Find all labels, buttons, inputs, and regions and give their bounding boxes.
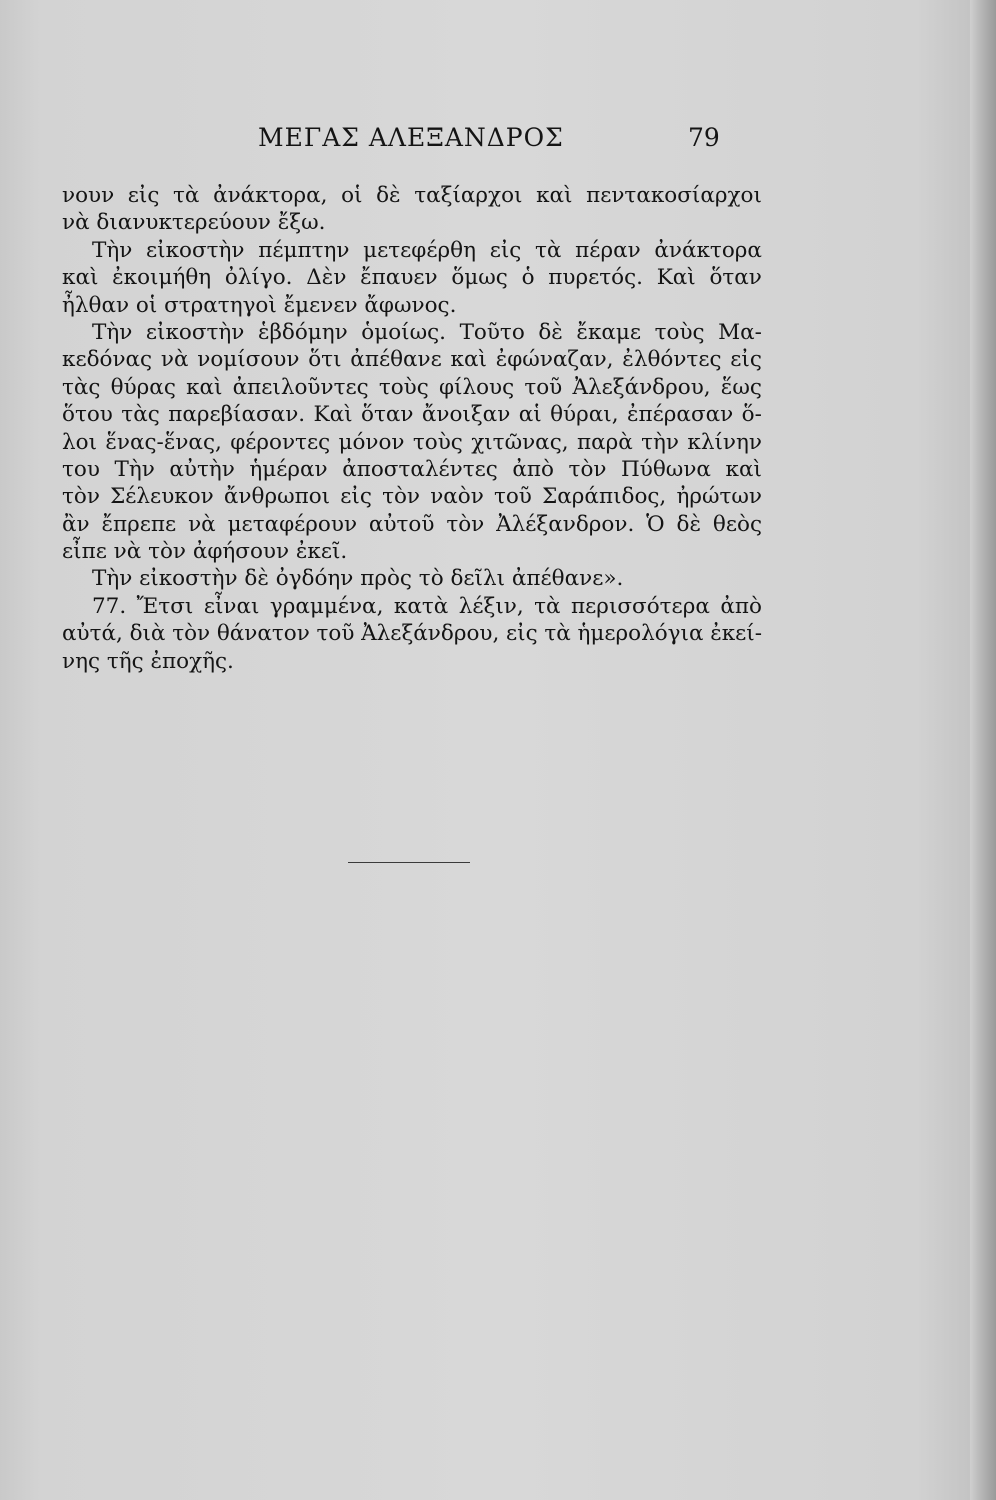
- text-line: αὐτά, διὰ τὸν θάνατον τοῦ Ἀλεξάνδρου, εἰς τὰ ἡμερολόγια ἐκεί-: [62, 621, 762, 647]
- text-line: κεδόνας νὰ νομίσουν ὅτι ἀπέθανε καὶ ἐφώναζαν, ἐλθόντες εἰς: [62, 347, 762, 373]
- text-line: νὰ διανυκτερεύουν ἔξω.: [62, 210, 326, 236]
- text-line: λοι ἕνας-ἕνας, φέροντες μόνον τοὺς χιτῶνας, παρὰ τὴν κλίνην: [62, 429, 762, 455]
- section-divider-rule: [348, 862, 470, 863]
- text-line: τὸν Σέλευκον ἄνθρωποι εἰς τὸν ναὸν τοῦ Σαράπιδος, ἠρώτων: [62, 484, 762, 510]
- page-number: 79: [688, 123, 720, 152]
- page-edge-shadow: [970, 0, 996, 1500]
- text-line: ἂν ἔπρεπε νὰ μεταφέρουν αὐτοῦ τὸν Ἀλέξανδρον. Ὁ δὲ θεὸς: [62, 511, 762, 537]
- body-text: [62, 182, 762, 675]
- text-line: νης τῆς ἐποχῆς.: [62, 648, 234, 674]
- text-line: του Τὴν αὐτὴν ἡμέραν ἀποσταλέντες ἀπὸ τὸν Πύθωνα καὶ: [62, 456, 762, 482]
- text-line: νουν εἰς τὰ ἀνάκτορα, οἱ δὲ ταξίαρχοι καὶ πεντακοσίαρχοι: [62, 183, 762, 208]
- text-line: 77. Ἔτσι εἶναι γραμμένα, κατὰ λέξιν, τὰ περισσότερα ἀπὸ: [92, 593, 762, 619]
- text-line: Τὴν εἰκοστὴν ἑβδόμην ὁμοίως. Τοῦτο δὲ ἔκαμε τοὺς Μα-: [92, 319, 762, 345]
- text-line: ὅτου τὰς παρεβίασαν. Καὶ ὅταν ἄνοιξαν αἱ θύραι, ἐπέρασαν ὅ-: [62, 402, 762, 428]
- text-line: εἶπε νὰ τὸν ἀφήσουν ἐκεῖ.: [62, 539, 348, 565]
- page-header: [0, 123, 996, 159]
- text-line: καὶ ἐκοιμήθη ὀλίγο. Δὲν ἔπαυεν ὅμως ὁ πυρετός. Καὶ ὅταν: [62, 265, 762, 291]
- text-line: τὰς θύρας καὶ ἀπειλοῦντες τοὺς φίλους τοῦ Ἀλεξάνδρου, ἕως: [62, 374, 762, 400]
- text-line: Τὴν εἰκοστὴν πέμπτην μετεφέρθη εἰς τὰ πέραν ἀνάκτορα: [92, 237, 762, 263]
- text-line: Τὴν εἰκοστὴν δὲ ὀγδόην πρὸς τὸ δεῖλι ἀπέθανε».: [92, 566, 624, 592]
- text-line: ἦλθαν οἱ στρατηγοὶ ἔμενεν ἄφωνος.: [62, 292, 457, 318]
- running-title: ΜΕΓΑΣ ΑΛΕΞΑΝΔΡΟΣ: [258, 123, 564, 152]
